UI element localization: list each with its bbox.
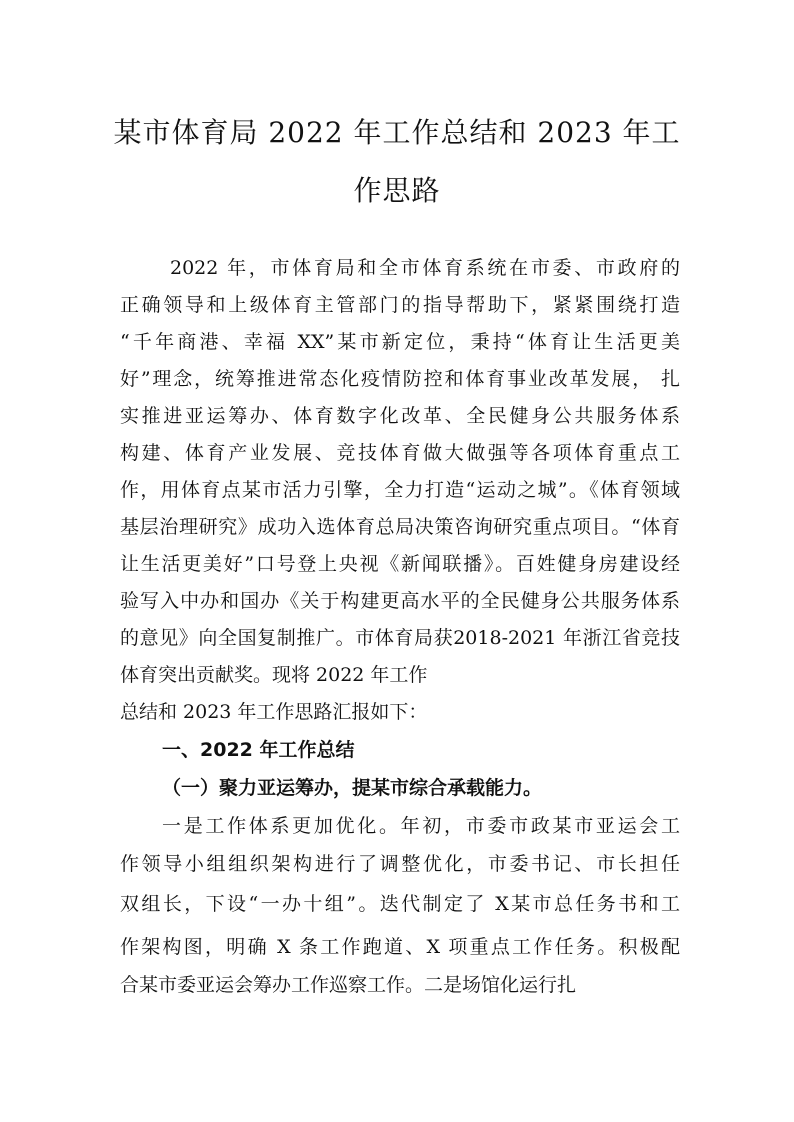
- body-line-13: 总结和 2023 年工作思路汇报如下：: [120, 701, 428, 723]
- body-line-14: 一是工作体系更加优化。年初，市委市政某市亚运会工: [162, 815, 680, 837]
- body-line-6: 构建、体育产业发展、竞技体育做大做强等各项体育重点工: [120, 442, 680, 464]
- subsection-heading: （一）聚力亚运筹办，提某市综合承载能力。: [162, 777, 543, 799]
- title-line-1: 某市体育局 2022 年工作总结和 2023 年工: [113, 116, 681, 149]
- body-line-9: 让生活更美好”口号登上央视《新闻联播》。百姓健身房建设经: [120, 553, 680, 575]
- body-line-8: 基层治理研究》成功入选体育总局决策咨询研究重点项目。“体育: [120, 516, 680, 538]
- body-line-7: 作，用体育点某市活力引擎，全力打造“运动之城”。《体育领域: [120, 479, 680, 501]
- body-line-12: 体育突出贡献奖。现将 2022 年工作: [120, 664, 428, 686]
- body-line-3: “千年商港、幸福 XX”某市新定位，秉持“体育让生活更美: [120, 331, 680, 353]
- title-line-2: 作思路: [353, 174, 441, 207]
- body-line-11: 的意见》向全国复制推广。市体育局获2018-2021 年浙江省竞技: [120, 627, 680, 649]
- body-line-18: 合某市委亚运会筹办工作巡察工作。二是场馆化运行扎: [120, 974, 577, 996]
- body-line-4: 好”理念，统筹推进常态化疫情防控和体育事业改革发展， 扎: [120, 368, 680, 390]
- body-line-16: 双组长，下设“一办十组”。迭代制定了 X某市总任务书和工: [120, 893, 680, 915]
- body-line-15: 作领导小组组织架构进行了调整优化，市委书记、市长担任: [120, 853, 680, 875]
- body-line-10: 验写入中办和国办《关于构建更高水平的全民健身公共服务体系: [120, 590, 680, 612]
- body-line-2: 正确领导和上级体育主管部门的指导帮助下，紧紧围绕打造: [120, 294, 680, 316]
- body-line-17: 作架构图，明确 X 条工作跑道、X 项重点工作任务。积极配: [120, 936, 680, 958]
- document-title: [60, 104, 734, 220]
- section-heading: 一、2022 年工作总结: [162, 739, 355, 761]
- body-line-5: 实推进亚运筹办、体育数字化改革、全民健身公共服务体系: [120, 405, 680, 427]
- body-line-1: 2022 年，市体育局和全市体育系统在市委、市政府的: [170, 257, 680, 279]
